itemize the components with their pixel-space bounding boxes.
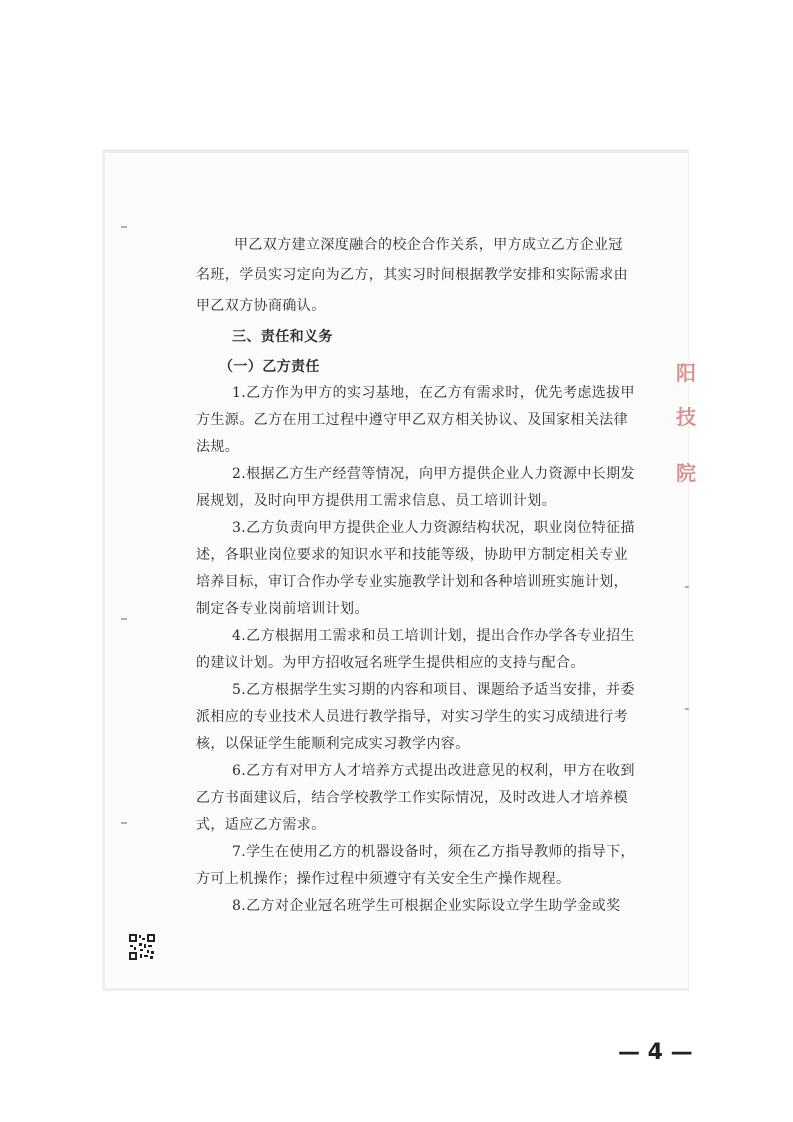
text-line: 的建议计划。为甲方招收冠名班学生提供相应的支持与配合。: [196, 655, 585, 671]
scan-mark: [121, 822, 127, 824]
text-line: 式，适应乙方需求。: [196, 817, 326, 833]
text-line: 派相应的专业技术人员进行教学指导，对实习学生的实习成绩进行考: [196, 709, 628, 725]
text-line: 法规。: [196, 439, 240, 455]
scan-mark: [121, 226, 127, 228]
seal-glyph: 技: [676, 405, 696, 429]
text-line: 1.乙方作为甲方的实习基地，在乙方有需求时，优先考虑选拔甲: [232, 385, 635, 401]
scan-mark: [685, 708, 689, 710]
scan-edge-bottom: [103, 988, 688, 990]
scan-mark: [685, 586, 689, 588]
qr-code-icon: [129, 934, 155, 960]
page-number: — 4 —: [618, 1040, 693, 1065]
text-line: 甲乙双方协商确认。: [196, 298, 326, 314]
text-line: 甲乙双方建立深度融合的校企合作关系，甲方成立乙方企业冠: [234, 237, 623, 253]
text-line: 5.乙方根据学生实习期的内容和项目、课题给予适当安排，并委: [232, 682, 635, 698]
text-line: 4.乙方根据用工需求和员工培训计划，提出合作办学各专业招生: [232, 628, 635, 644]
text-line: 7.学生在使用乙方的机器设备时，须在乙方指导教师的指导下，: [232, 844, 635, 860]
text-line: 名班，学员实习定向为乙方，其实习时间根据教学安排和实际需求由: [196, 267, 628, 283]
text-line: 述，各职业岗位要求的知识水平和技能等级，协助甲方制定相关专业: [196, 547, 628, 563]
text-line: 2.根据乙方生产经营等情况，向甲方提供企业人力资源中长期发: [232, 466, 635, 482]
text-line: 展规划，及时向甲方提供用工需求信息、员工培训计划。: [196, 493, 556, 509]
text-line: 方生源。乙方在用工过程中遵守甲乙双方相关协议、及国家相关法律: [196, 412, 628, 428]
text-line: 制定各专业岗前培训计划。: [196, 601, 369, 617]
seal-glyph: 阳: [676, 361, 696, 385]
official-seal-fragment: [676, 358, 696, 578]
text-line: 核，以保证学生能顺利完成实习教学内容。: [196, 736, 470, 752]
scan-mark: [121, 618, 127, 620]
text-line: 乙方书面建议后，结合学校教学工作实际情况，及时改进人才培养模: [196, 790, 628, 806]
seal-glyph: 院: [676, 461, 696, 485]
text-line: 培养目标，审订合作办学专业实施教学计划和各种培训班实施计划，: [196, 574, 628, 590]
text-line: 8.乙方对企业冠名班学生可根据企业实际设立学生助学金或奖: [232, 898, 621, 914]
text-line: 3.乙方负责向甲方提供企业人力资源结构状况，职业岗位特征描: [232, 520, 635, 536]
text-line: 6.乙方有对甲方人才培养方式提出改进意见的权利，甲方在收到: [232, 763, 635, 779]
section-heading: 三、责任和义务: [232, 329, 333, 345]
subsection-heading: （一）乙方责任: [219, 359, 320, 375]
text-line: 方可上机操作；操作过程中须遵守有关安全生产操作规程。: [196, 871, 571, 887]
scan-edge-left: [103, 150, 105, 990]
scan-edge-top: [103, 150, 688, 153]
